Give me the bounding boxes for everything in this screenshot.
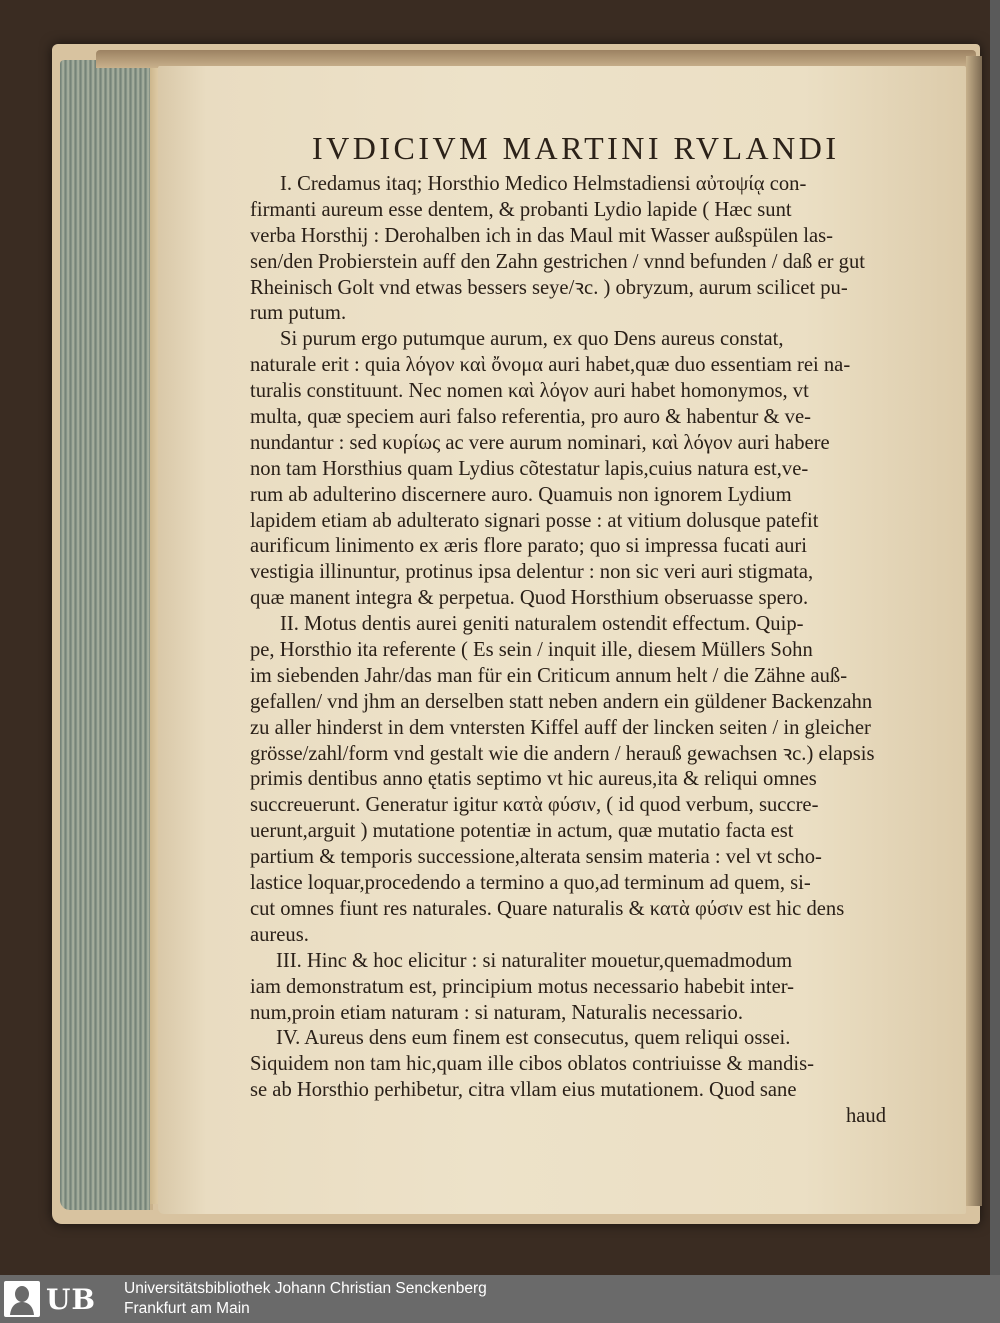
right-edge: [966, 56, 982, 1206]
text-line: grösse/zahl/form vnd gestalt wie die andern / herauß gewachsen ꝛc.) elapsis: [250, 742, 875, 765]
text-line: Siquidem non tam hic,quam ille cibos oblatos contriuisse & mandis-: [250, 1053, 814, 1076]
text-line: cut omnes fiunt res naturales. Quare naturalis & κατὰ φύσιν est hic dens: [250, 897, 845, 920]
text-line: verba Horsthij : Derohalben ich in das Maul mit Wasser außspülen las-: [250, 224, 834, 247]
text-line: uerunt,arguit ) mutatione potentiæ in actum, quæ mutatio facta est: [250, 820, 794, 843]
text-line: num,proin etiam naturam : si naturam, Naturalis necessario.: [250, 1001, 743, 1024]
text-line: lapidem etiam ab adulterato signari posse : at vitium dolusque patefit: [250, 509, 819, 532]
text-line: rum putum.: [250, 302, 347, 325]
text-line: firmanti aureum esse dentem, & probanti Lydio lapide ( Hæc sunt: [250, 198, 792, 221]
page-body: [250, 172, 900, 1130]
text-line: rum ab adulterino discernere auro. Quamuis non ignorem Lydium: [250, 483, 792, 506]
text-line: I. Credamus itaq; Horsthio Medico Helmstadiensi αὐτοψίᾳ con-: [280, 173, 807, 195]
text-line: IV. Aureus dens eum finem est consecutus, quem reliqui ossei.: [276, 1027, 791, 1050]
footer-caption: [124, 1279, 487, 1319]
portrait-icon: [4, 1281, 40, 1317]
text-line: multa, quæ speciem auri falso referentia, pro auro & habentur & ve-: [250, 406, 811, 429]
logo-text: UB: [46, 1282, 97, 1316]
library-logo[interactable]: [4, 1281, 96, 1317]
catchword: haud: [845, 1105, 886, 1128]
text-line: turalis constituunt. Nec nomen καὶ λόγον auri habet homonymos, vt: [250, 380, 809, 403]
page-heading: IVDICIVM MARTINI RVLANDI: [312, 130, 840, 166]
text-line: se ab Horsthio perhibetur, citra vllam eius mutationem. Quod sane: [250, 1079, 797, 1102]
text-line: partium & temporis successione,alterata sensim materia : vel vt scho-: [250, 846, 822, 869]
library-city: Frankfurt am Main: [124, 1300, 250, 1317]
text-line: non tam Horsthius quam Lydius cõtestatur lapis,cuius natura est,ve-: [250, 457, 809, 480]
text-line: im siebenden Jahr/das man für ein Criticum annum helt / die Zähne auß-: [250, 664, 848, 687]
text-line: iam demonstratum est, principium motus necessario habebit inter-: [250, 975, 795, 998]
text-line: succreuerunt. Generatur igitur κατὰ φύσιν, ( id quod verbum, succre-: [250, 794, 819, 817]
scan-border: [990, 0, 1000, 1275]
text-line: naturale erit : quia λόγον καὶ ὄνομα auri habet,quæ duo essentiam rei na-: [250, 354, 851, 377]
library-footer: [0, 1275, 1000, 1323]
text-line: III. Hinc & hoc elicitur : si naturaliter mouetur,quemadmodum: [276, 949, 793, 972]
text-line: II. Motus dentis aurei geniti naturalem ostendit effectum. Quip-: [280, 613, 804, 636]
text-line: aurificum linimento ex æris flore parato; quo si impressa fucati auri: [250, 535, 808, 558]
text-line: nundantur : sed κυρίως ac vere aurum nominari, καὶ λόγον auri habere: [250, 431, 830, 454]
text-line: zu aller hinderst in dem vntersten Kiffel auff der lincken seiten / in gleicher: [250, 716, 871, 739]
text-line: vestigia illinuntur, protinus ipsa delentur : non sic veri auri stigmata,: [250, 561, 814, 584]
library-name: Universitätsbibliothek Johann Christian Senckenberg: [124, 1280, 487, 1297]
page-edges: [60, 60, 153, 1210]
text-line: quæ manent integra & perpetua. Quod Horsthium obseruasse spero.: [250, 587, 809, 610]
text-line: pe, Horsthio ita referente ( Es sein / inquit ille, diesem Müllers Sohn: [250, 639, 813, 662]
text-line: sen/den Probierstein auff den Zahn gestrichen / vnnd befunden / daß er gut: [250, 250, 865, 273]
text-line: aureus.: [250, 923, 309, 946]
text-line: gefallen/ vnd jhm an derselben statt neben andern ein güldener Backenzahn: [250, 690, 873, 713]
text-line: primis dentibus anno ętatis septimo vt hic aureus,ita & reliqui omnes: [250, 768, 817, 791]
text-line: Si purum ergo putumque aurum, ex quo Dens aureus constat,: [280, 328, 784, 351]
text-line: Rheinisch Golt vnd etwas bessers seye/ꝛc. ) obryzum, aurum scilicet pu-: [250, 276, 848, 299]
text-line: lastice loquar,procedendo a termino a quo,ad terminum ad quem, si-: [250, 872, 811, 895]
